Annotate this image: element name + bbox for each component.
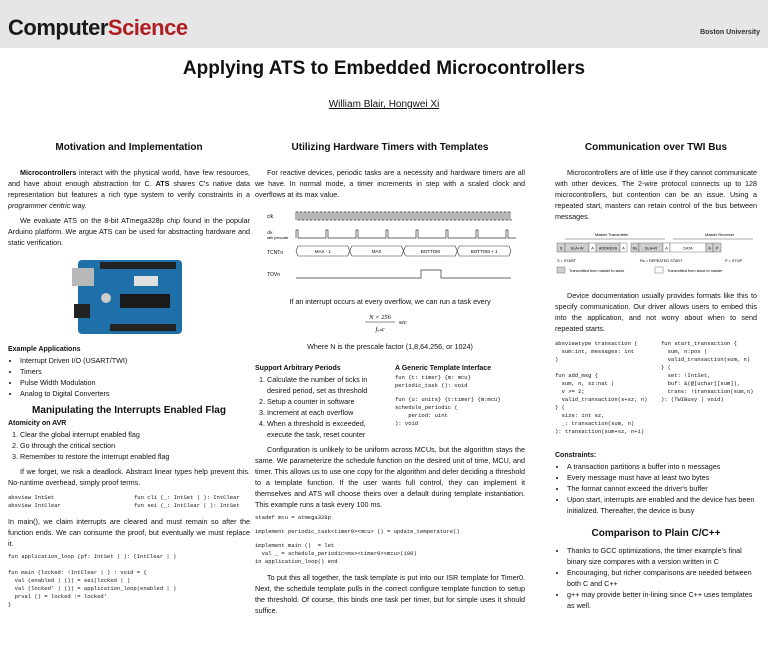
legend-start: S = START	[557, 259, 576, 263]
examples-heading: Example Applications	[8, 346, 81, 353]
formula-unit: sec	[399, 320, 407, 326]
clk-prescaler-sub: with prescaler	[267, 236, 289, 240]
term-ats: ATS	[155, 179, 170, 188]
prescale-paragraph: Where N is the prescale factor (1,8,64,256, or 1024)	[307, 342, 473, 351]
legend-master-to-slave: Transmitted from master to slave	[569, 269, 625, 273]
list-item: 1. Calculate the number of ticks in desired period, set as threshold	[267, 374, 385, 396]
tcnt-cells	[296, 246, 511, 256]
master-receiver-label: Master Receiver	[705, 232, 735, 237]
poster-title: Applying ATS to Embedded Microcontrollers	[182, 58, 586, 79]
gcc-heading: Comparison to Plain C/C++	[591, 528, 721, 539]
term-microcontrollers: Microcontrollers	[20, 168, 77, 177]
twi-cell-label: ADDRESS	[598, 246, 618, 251]
twi-protocol-diagram	[555, 230, 757, 280]
twi-cell-label: A	[708, 246, 711, 251]
twi-cell-label: SLA+R	[644, 246, 658, 251]
timers-paragraph: For reactive devices, periodic tasks are a necessity and hardware timers are all we have. In normal mode, a timer increments in step with a scaled clock and overflows at its max value.	[255, 168, 525, 199]
prescaler-waveform	[296, 230, 516, 238]
clk-prescaler-label: clk	[267, 230, 273, 235]
list-item: 2. Setup a counter in software	[267, 396, 385, 407]
column-timers	[255, 142, 525, 620]
examples-list	[8, 355, 250, 399]
template-heading: A Generic Template Interface	[395, 365, 492, 372]
p1-text1: interact with the physical world, have few resources, and have about enough abstraction for C.	[8, 168, 250, 188]
code-block: fun {t: timer} {m: mcu} periodic_task (): void	[395, 374, 471, 389]
constraints-list	[555, 461, 757, 516]
logo-part1: Computer	[8, 15, 108, 40]
atomicity-steps	[8, 429, 250, 462]
tov-label: TOVn	[267, 272, 280, 278]
twi-cell-label: S	[559, 246, 563, 251]
twi-cell-label: A	[622, 246, 625, 251]
config-paragraph: Configuration is unlikely to be uniform across MCUs, but the algorithm stays the same. We parameterize the schedule function on the desired unit of time, MCU, and timer. This allows us to use one copy for the algorithm and defer deciding a threshold to a template function. If the user wants full control, they can implement it themselves and ATS will choose theirs over a default during template instantiation. This example runs a task every 100 ms.	[255, 445, 525, 509]
authors: William Blair, Hongwei Xi	[328, 99, 440, 110]
list-item: 2. Go through the critical section	[20, 440, 250, 451]
university-name: Boston University	[700, 29, 760, 36]
interrupt-paragraph: If an interrupt occurs at every overflow, we can run a task every	[289, 297, 491, 306]
twi-heading: Communication over TWI Bus	[584, 142, 728, 153]
list-item: • Every message must have at least two bytes	[567, 472, 757, 483]
main-paragraph: In main(), we claim interrupts are cleared and must remain so after the function ends. We can consume the proof, but eventually we must replace it.	[8, 517, 250, 548]
tcnt-cell-label: BOTTOM + 1	[470, 249, 498, 254]
tov-waveform	[296, 270, 511, 278]
term-programmer-centric: programmer centric	[8, 201, 71, 210]
formula-denominator: fₒₛc	[375, 326, 385, 333]
twi-cell-label: DATA	[683, 246, 693, 251]
transaction-code	[555, 338, 757, 442]
tcnt-cell-label: MAX	[371, 249, 382, 254]
evaluate-paragraph: We evaluate ATS on the 8-bit ATmega328p chip found in the popular Arduino platform. We argue ATS can be used for abstracting hardware and static verification.	[8, 216, 250, 247]
steps-list	[255, 374, 385, 440]
arduino-board-image	[72, 254, 187, 338]
master-transmitter-label: Master Transmitter	[595, 232, 629, 237]
list-item: • Timers	[20, 366, 250, 377]
header-banner	[0, 0, 768, 48]
list-item: 3. Remember to restore the interrupt enabled flag	[20, 451, 250, 462]
p1-text2: shares C's native data representation but features a rich type system to verify constraints in a	[8, 179, 250, 199]
list-item: • The format cannot exceed the driver's buffer	[567, 483, 757, 494]
legend-stop: P = STOP	[725, 259, 743, 263]
formula-numerator: N × 256	[369, 314, 391, 321]
cs-logo	[8, 15, 188, 41]
legend-slave-to-master: Transmitted from slave to master	[667, 269, 723, 273]
twi-cells	[557, 243, 721, 252]
code-block: absviewtype transaction ( sum:int, messages: int ) fun add_msg { sum, n, sz:nat | v >= 2; valid_transaction(s+sz, n) } ( size: int sz, _: transaction(sum, n) ): transaction(sum+sz, n+1)	[555, 340, 648, 435]
twi-cell-label: A	[591, 246, 594, 251]
twi-cell-label: SLA+W	[570, 246, 584, 251]
list-item: 3. Increment at each overflow	[267, 407, 385, 418]
column-twi	[555, 142, 757, 615]
column-motivation	[8, 142, 250, 615]
driver-paragraph: Device documentation usually provides formats like this to specify communication. Our driver allows users to embed this into the application, and not worry about when to send repeated starts.	[555, 291, 757, 333]
clk-waveform	[296, 212, 512, 220]
list-item: 1. Clear the global interrupt enabled flag	[20, 429, 250, 440]
list-item: • Pulse Width Modulation	[20, 377, 250, 388]
constraints-heading: Constraints:	[555, 452, 597, 459]
twi-cell-label: A	[665, 246, 668, 251]
steps-heading: Support Arbitrary Periods	[255, 365, 341, 372]
manip-heading: Manipulating the Interrupts Enabled Flag	[32, 405, 226, 416]
atomicity-heading: Atomicity on AVR	[8, 420, 67, 427]
code-block: absview IntSet absview IntClear	[8, 494, 61, 509]
twi-cell-label: Rs	[632, 246, 638, 251]
list-item: • Thanks to GCC optimizations, the timer example's final binary size compares with a version written in C	[567, 545, 757, 567]
code-block: fun cli (_: IntSet | ): IntClear fun sei (_: IntClear | ): IntSet	[134, 494, 240, 509]
periods-section	[255, 362, 525, 444]
code-block: implement main () = let val _ = schedule_periodic<ms><timer0><mcu>(100) in application_loop() end	[255, 542, 417, 565]
period-formula	[355, 311, 425, 337]
list-item: • Encouraging, but richer comparisons are needed between both C and C++	[567, 567, 757, 589]
p1-text3: way.	[70, 201, 87, 210]
tcnt-cell-label: BOTTOM	[420, 249, 440, 254]
code-block: stadef mcu = atmega328p	[255, 514, 331, 521]
gcc-list	[555, 545, 757, 611]
list-item: 4. When a threshold is exceeded, execute the task, reset counter	[267, 418, 385, 440]
logo-part2: Science	[107, 15, 188, 40]
together-paragraph: To put this all together, the task template is put into our ISR template for Timer0. Next, the schedule template pulls in the correct configure template function to setup the threshold. Of course, this binds one task per timer, but for simple uses it should suffice.	[255, 573, 525, 615]
motivation-paragraph	[8, 167, 250, 211]
motivation-heading: Motivation and Implementation	[55, 142, 203, 153]
deadlock-paragraph: If we forget, we risk a deadlock. Abstract linear types help prevent this. No-runtime overhead, simply proof terms.	[8, 467, 250, 487]
clk-label: clk	[267, 214, 274, 220]
timer-timing-diagram	[261, 208, 516, 286]
twi-paragraph: Microcontrollers are of little use if they cannot communicate with other devices. The 2-wire protocol connects up to 128 microcontrollers, but contention can be an issue. Using a repeated start, masters can retain control of the bus between messages.	[555, 168, 757, 221]
list-item: • A transaction partitions a buffer into n messages	[567, 461, 757, 472]
code-block: fun {u: units} {t:timer} {m:mcu} schedule_periodic ( period: uint ): void	[395, 396, 501, 427]
list-item: • Upon start, interrupts are enabled and the device has been initialized. Thereafter, the device is busy	[567, 494, 757, 516]
intset-code	[8, 492, 250, 516]
timers-heading: Utilizing Hardware Timers with Templates	[291, 142, 489, 153]
main-code-block: fun application_loop (pf: IntSet | ): (IntClear | ) fun main (locked: !IntClear | ) : void = { val (enabled | ()) = sei(locked | ) val (locked' | ()) = application_loop(enabled | ) prval () = locked := locked' }	[8, 553, 177, 608]
list-item: • Analog to Digital Converters	[20, 388, 250, 399]
tcnt-label: TCNTn	[267, 250, 284, 256]
code-block: implement periodic_task<timer0><mcu> () = update_temperature()	[255, 528, 460, 535]
list-item: • Interrupt Driven I/O (USART/TWI)	[20, 355, 250, 366]
legend-repeated-start: Rs = REPEATED START	[640, 259, 683, 263]
code-block: fun start_transaction { sum, n:pos | valid_transaction(sum, n) } ( set: !IntSet, buf: &(@[uchar][sum]), trans: !transaction(sum,n) ): (TWIBusy | void)	[661, 340, 754, 403]
twi-cell-label: P	[715, 246, 719, 251]
list-item: • g++ may provide better in-lining since C++ uses templates as well.	[567, 589, 757, 611]
tcnt-cell-label: MAX - 1	[314, 249, 332, 254]
